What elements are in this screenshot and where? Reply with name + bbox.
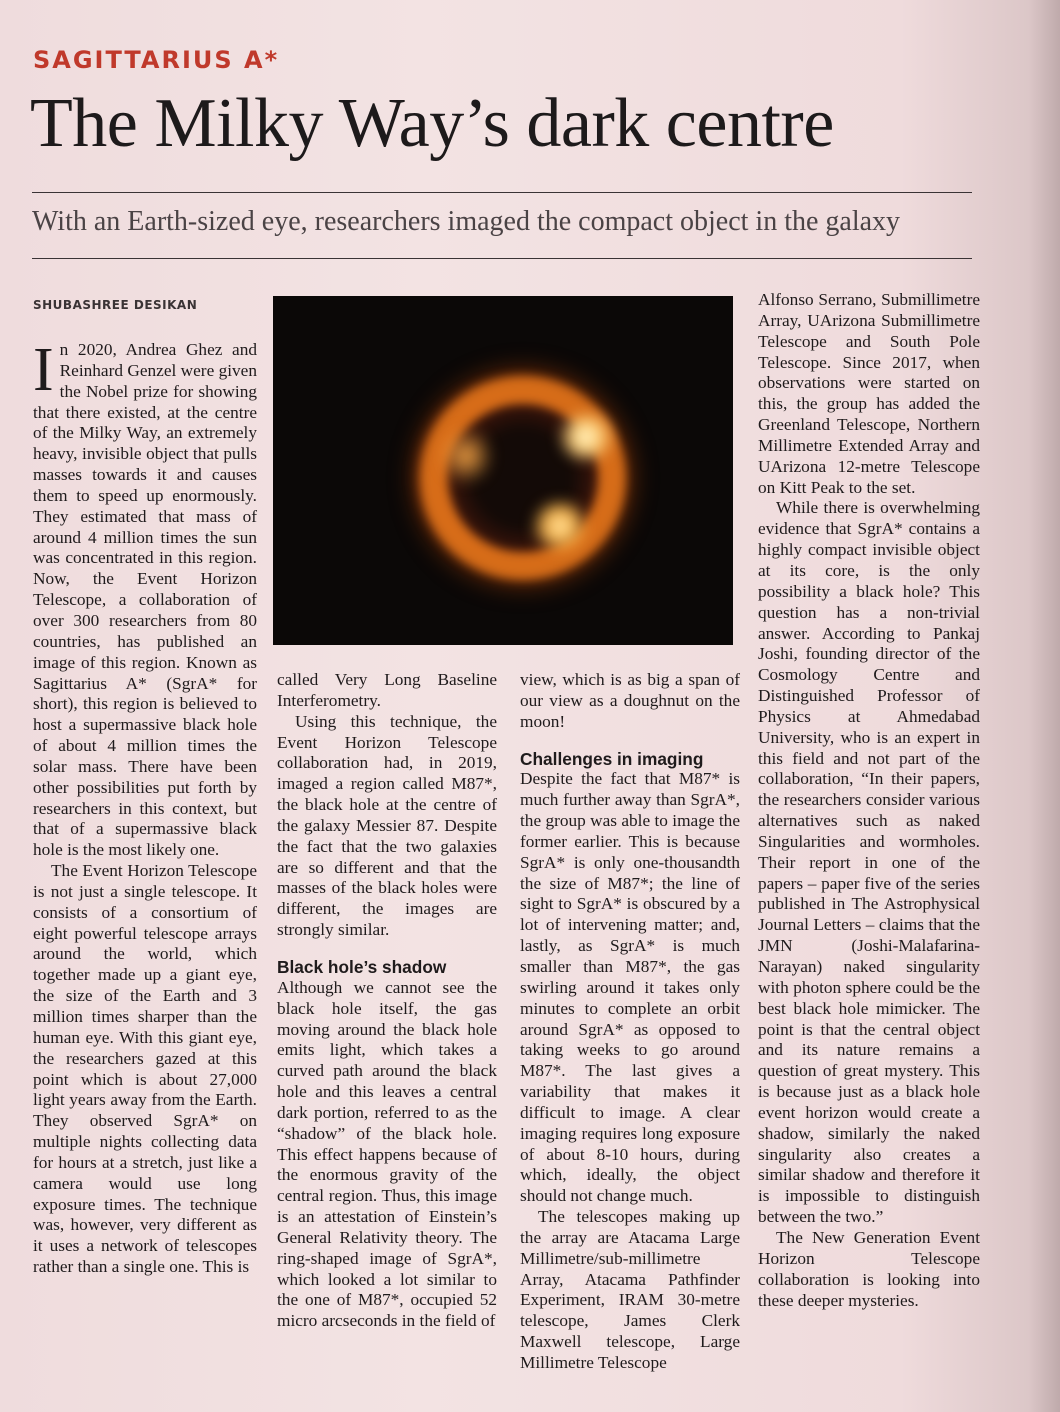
deck-rule bbox=[32, 258, 972, 259]
kicker-label: SAGITTARIUS A* bbox=[33, 46, 280, 74]
deck-subtitle: With an Earth-sized eye, researchers imaged the compact object in the galaxy bbox=[32, 206, 901, 237]
byline: SHUBASHREE DESIKAN bbox=[33, 298, 198, 312]
headline: The Milky Way’s dark centre bbox=[30, 85, 834, 162]
paragraph: The Event Horizon Telescope is not just a single telescope. It consists of a consortium of eight powerful telescope arrays around the world, which together made up a giant eye, the size of the Earth and 3 million times sharper than the human eye. With this giant eye, the researchers gazed at this point which is about 27,000 light years away from the Earth. They observed SgrA* on multiple nights collecting data for hours at a stretch, just like a camera would use long exposure times. The technique was, however, very different as it uses a network of telescopes rather than a single one. This is bbox=[33, 861, 257, 1277]
paragraph: Although we cannot see the black hole itself, the gas moving around the black hole emits light, which takes a curved path around the black hole and this leaves a central dark portion, referred to as the “shadow” of the black hole. This effect happens because of the enormous gravity of the central region. Thus, this image is an attestation of Einstein’s General Relativity theory. The ring-shaped image of SgrA*, which looked a lot similar to the one of M87*, occupied 52 micro arcseconds in the field of bbox=[277, 977, 497, 1331]
subheading: Challenges in imaging bbox=[520, 748, 704, 769]
paragraph: Using this technique, the Event Horizon Telescope collaboration had, in 2019, imaged a region called M87*, the black hole at the centre of the galaxy Messier 87. Despite the fact that the two galaxies are so different and that the masses of the black holes were different, the images are strongly similar. bbox=[277, 711, 497, 940]
paragraph: While there is overwhelming evidence that SgrA* contains a highly compact invisible object at its core, is the only possibility a black hole? This question has a non-trivial answer. According to Pankaj Joshi, founding director of the Cosmology Centre and Distinguished Professor of Physics at Ahmedabad University, who is an expert in this field and not part of the collaboration, “In their papers, the researchers consider various alternatives such as naked Singularities and wormholes. Their report in one of the papers – paper five of the series published in The Astrophysical Journal Letters – claims that the JMN (Joshi-Malafarina-Narayan) naked singularity with photon sphere could be the best black hole mimicker. The point is that the central object and its nature remains a question of great mystery. This is because just as a black hole event horizon would create a shadow, similarly the naked singularity also creates a similar shadow and therefore it is impossible to distinguish between the two.” bbox=[758, 498, 980, 1227]
column-4 bbox=[758, 290, 980, 1311]
drop-cap: I bbox=[33, 336, 54, 404]
column-3 bbox=[520, 670, 740, 1374]
column-2 bbox=[277, 670, 497, 1332]
paragraph: Alfonso Serrano, Submillimetre Array, UArizona Submillimetre Telescope and South Pole Telescope. Since 2017, when observations were started on this, the group has added the Greenland Telescope, Northern Millimetre Extended Array and UArizona 12-metre Telescope on Kitt Peak to the set. bbox=[758, 290, 980, 497]
subheading: Black hole’s shadow bbox=[277, 956, 447, 977]
top-rule bbox=[32, 192, 972, 193]
paragraph: Despite the fact that M87* is much further away than SgrA*, the group was able to image the former earlier. This is because SgrA* is only one-thousandth the size of M87*; the line of sight to SgrA* is obscured by a lot of intervening matter; and, lastly, as SgrA* is much smaller than M87*, the gas swirling around it takes only minutes to complete an orbit around SgrA* as opposed to taking weeks to go around M87*. The last gives a variability that makes it difficult to image. A clear imaging requires long exposure of about 8-10 hours, during which, ideally, the object should not change much. bbox=[520, 769, 740, 1206]
paragraph: The telescopes making up the array are Atacama Large Millimetre/sub-millimetre Array, Atacama Pathfinder Experiment, IRAM 30-metre telescope, James Clerk Maxwell telescope, Large Millimetre Telescope bbox=[520, 1207, 740, 1372]
paragraph: view, which is as big a span of our view as a doughnut on the moon! bbox=[520, 670, 740, 731]
bright-spot-lower bbox=[531, 501, 589, 551]
column-1 bbox=[33, 336, 257, 1278]
bright-spot-left bbox=[441, 426, 491, 486]
black-hole-image bbox=[273, 296, 733, 645]
paragraph: called Very Long Baseline Interferometry. bbox=[277, 670, 497, 710]
paragraph: In 2020, Andrea Ghez and Reinhard Genzel were given the Nobel prize for showing that there existed, at the centre of the Milky Way, an extremely heavy, invisible object that pulls masses towards it and causes them to speed up enormously. They estimated that mass of around 4 million times the sun was concentrated in this region. Now, the Event Horizon Telescope, a collaboration of over 300 researchers from 80 countries, has published an image of this region. Known as Sagittarius A* (SgrA* for short), this region is believed to host a supermassive black hole of about 4 million times the solar mass. There have been other possibilities put forth by researchers in this context, but that of a supermassive black hole is the most likely one. bbox=[33, 336, 257, 860]
paragraph: The New Generation Event Horizon Telescope collaboration is looking into these deeper mysteries. bbox=[758, 1227, 980, 1310]
bright-spot-upper bbox=[556, 414, 616, 460]
